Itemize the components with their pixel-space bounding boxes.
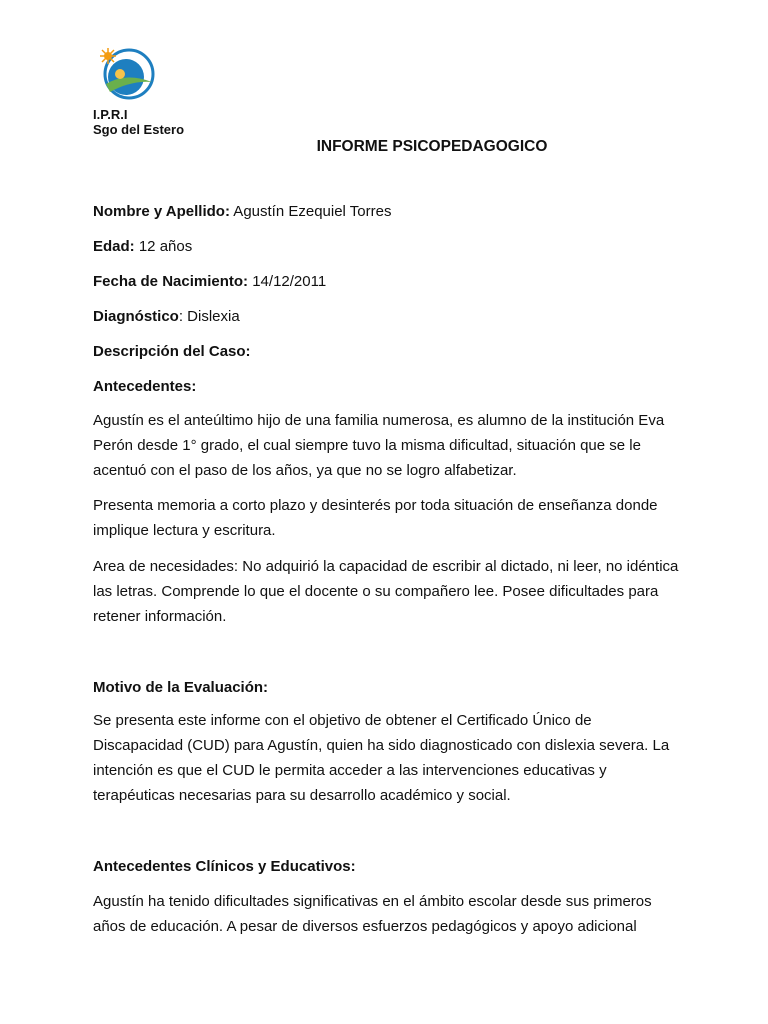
field-name (93, 199, 683, 224)
clinicos-paragraph: Agustín ha tenido dificultades significativas en el ámbito escolar desde sus primeros años de educación. A pesar de diversos esfuerzos pedagógicos y apoyo adicional (93, 893, 652, 935)
case-description-heading: Descripción del Caso: (93, 343, 251, 360)
field-birth-value: 14/12/2011 (248, 273, 327, 290)
field-age (93, 234, 683, 259)
field-name-label: Nombre y Apellido: (93, 203, 230, 220)
antecedentes-paragraph-2: Presenta memoria a corto plazo y desinterés por toda situación de enseñanza donde implique lectura y escritura. (93, 497, 658, 539)
field-age-label: Edad: (93, 238, 135, 255)
antecedentes-paragraph-3: Area de necesidades: No adquirió la capacidad de escribir al dictado, ni leer, no idéntica las letras. Comprende lo que el docente o su compañero lee. Posee dificultades para retener información. (93, 558, 679, 625)
page-title: INFORME PSICOPEDAGOGICO (316, 138, 548, 155)
institution-logo-icon (98, 44, 156, 100)
field-diagnosis (93, 304, 683, 329)
institution-location: Sgo del Estero (93, 122, 185, 137)
antecedentes-paragraph-1: Agustín es el anteúltimo hijo de una familia numerosa, es alumno de la institución Eva Perón desde 1° grado, el cual siempre tuvo la misma dificultad, situación que se le acentuó con el paso de los años, ya que no se logro alfabetizar. (93, 412, 665, 479)
motivo-heading: Motivo de la Evaluación: (93, 679, 269, 696)
field-birth (93, 269, 683, 294)
field-name-value: Agustín Ezequiel Torres (229, 203, 392, 220)
field-diagnosis-label: Diagnóstico (93, 308, 179, 325)
motivo-paragraph: Se presenta este informe con el objetivo de obtener el Certificado Único de Discapacidad (CUD) para Agustín, quien ha sido diagnosticado con dislexia severa. La intención es que el CUD le permita acceder a las intervenciones educativas y terapéuticas necesarias para su desarrollo académico y social. (93, 712, 670, 804)
field-age-value: 12 años (134, 238, 193, 255)
field-diagnosis-value: : Dislexia (178, 308, 240, 325)
institution-name: I.P.R.I (93, 107, 128, 122)
clinicos-heading: Antecedentes Clínicos y Educativos: (93, 858, 356, 875)
antecedentes-heading: Antecedentes: (93, 378, 197, 395)
field-birth-label: Fecha de Nacimiento: (93, 273, 249, 290)
